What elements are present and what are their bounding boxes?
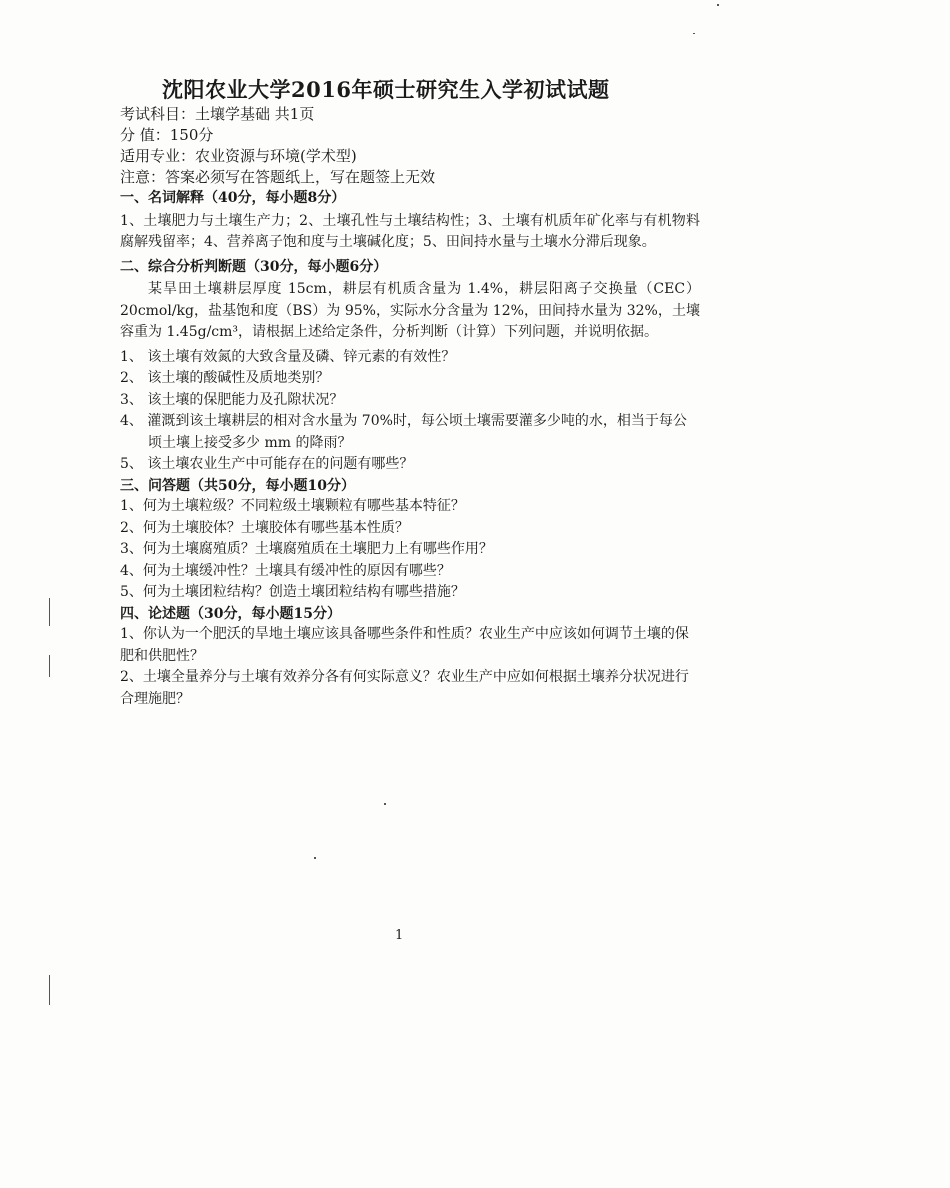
section-3-item: 3、何为土壤腐殖质？土壤腐殖质在土壤肥力上有哪些作用？ bbox=[120, 541, 493, 557]
note-line: 注意：答案必须写在答题纸上，写在题签上无效 bbox=[120, 168, 436, 186]
section-2-item: 2、 该土壤的酸碱性及质地类别？ bbox=[120, 370, 330, 386]
exam-title: 沈阳农业大学2016年硕士研究生入学初试试题 bbox=[162, 77, 610, 102]
section-1-heading: 一、名词解释（40分，每小题8分） bbox=[120, 190, 346, 206]
section-3-item: 1、何为土壤粒级？不同粒级土壤颗粒有哪些基本特征？ bbox=[120, 498, 465, 514]
section-4-item: 1、你认为一个肥沃的旱地土壤应该具备哪些条件和性质？农业生产中应该如何调节土壤的保肥和供肥性？ bbox=[120, 626, 689, 664]
scan-speck bbox=[717, 4, 719, 6]
scan-speck bbox=[693, 33, 695, 34]
major-line: 适用专业：农业资源与环境(学术型) bbox=[120, 147, 357, 165]
exam-content bbox=[120, 104, 700, 710]
section-2-intro: 某旱田土壤耕层厚度 15cm，耕层有机质含量为 1.4%，耕层阳离子交换量（CEC）20cmol/kg，盐基饱和度（BS）为 95%，实际水分含量为 12%，田间持水量为 32%，土壤容重为 1.45g/cm³，请根据上述给定条件，分析判断（计算）下列问题，并说明依据。 bbox=[120, 281, 700, 340]
section-3-item: 2、何为土壤胶体？土壤胶体有哪些基本性质？ bbox=[120, 519, 409, 536]
section-2-item: 5、 该土壤农业生产中可能存在的问题有哪些？ bbox=[120, 456, 414, 472]
section-2-item: 4、 灌溉到该土壤耕层的相对含水量为 70%时，每公顷土壤需要灌多少吨的水，相当于每公顷土壤上接受多少 mm 的降雨？ bbox=[120, 413, 687, 451]
section-3-heading: 三、问答题（共50分，每小题10分） bbox=[120, 477, 355, 494]
scan-speck bbox=[384, 803, 386, 805]
binding-mark bbox=[49, 975, 50, 1005]
section-2-item: 3、 该土壤的保肥能力及孔隙状况？ bbox=[120, 391, 344, 408]
binding-mark bbox=[49, 598, 50, 626]
section-1-text: 1、土壤肥力与土壤生产力；2、土壤孔性与土壤结构性；3、土壤有机质年矿化率与有机物料腐解残留率；4、营养离子饱和度与土壤碱化度；5、田间持水量与土壤水分滞后现象。 bbox=[120, 212, 700, 250]
section-4-item: 2、土壤全量养分与土壤有效养分各有何实际意义？农业生产中应如何根据土壤养分状况进行合理施肥？ bbox=[120, 669, 689, 707]
section-3-item: 4、何为土壤缓冲性？土壤具有缓冲性的原因有哪些？ bbox=[120, 562, 451, 579]
section-4-heading: 四、论述题（30分，每小题15分） bbox=[120, 605, 341, 622]
scan-speck bbox=[314, 857, 316, 859]
page-number: 1 bbox=[395, 928, 404, 943]
score-line: 分 值：150分 bbox=[120, 126, 214, 144]
subject-line: 考试科目：土壤学基础 共1页 bbox=[120, 105, 315, 123]
binding-mark bbox=[49, 655, 50, 677]
section-2-heading: 二、综合分析判断题（30分，每小题6分） bbox=[120, 258, 388, 275]
section-3-item: 5、何为土壤团粒结构？创造土壤团粒结构有哪些措施？ bbox=[120, 584, 465, 600]
section-2-item: 1、 该土壤有效氮的大致含量及磷、锌元素的有效性？ bbox=[120, 348, 456, 365]
